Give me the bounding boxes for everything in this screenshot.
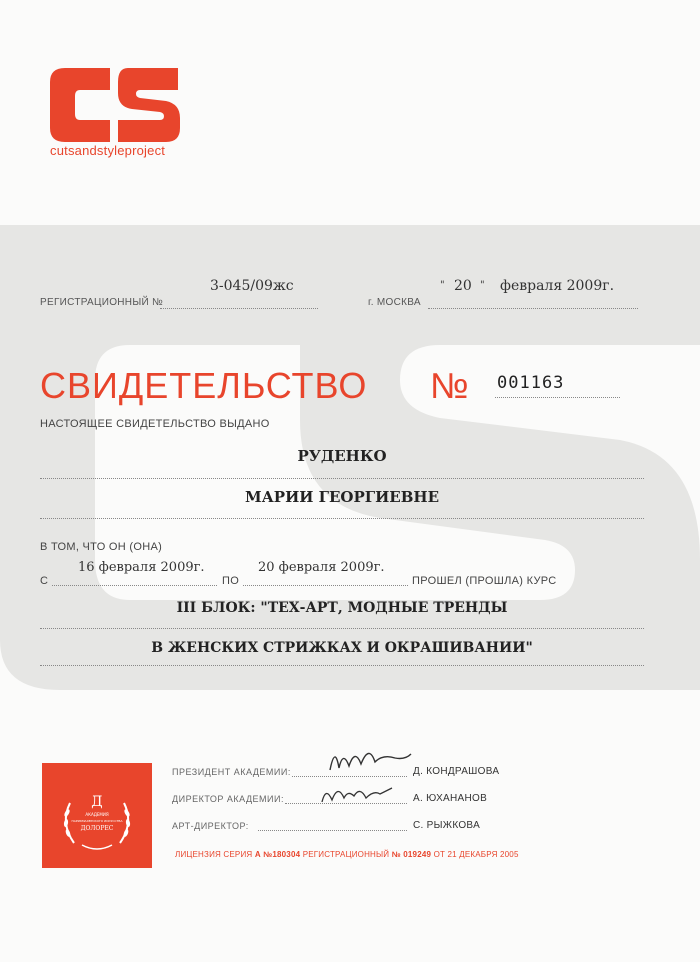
course-dots-1 (40, 628, 644, 629)
recipient-surname: РУДЕНКО (297, 447, 387, 465)
cs-logo (50, 60, 180, 150)
name-dots (40, 518, 644, 519)
that-label: В ТОМ, ЧТО ОН (ОНА) (40, 541, 163, 553)
city-label: г. МОСКВА (368, 297, 421, 308)
issued-label: НАСТОЯЩЕЕ СВИДЕТЕЛЬСТВО ВЫДАНО (40, 418, 270, 430)
to-date: 20 февраля 2009г. (258, 560, 385, 575)
license-line (175, 850, 519, 859)
to-label: ПО (222, 575, 240, 587)
emblem-text-mid: ПАРИКМАХЕРСКОГО ИСКУССТВА (71, 819, 123, 823)
laurel-emblem-icon (42, 763, 152, 868)
emblem-text-top: АКАДЕМИЯ (85, 812, 109, 817)
signature-2-icon (318, 780, 398, 810)
course-line-2: В ЖЕНСКИХ СТРИЖКАХ И ОКРАШИВАНИИ" (151, 640, 533, 656)
signature-role-3: АРТ-ДИРЕКТОР: (172, 821, 249, 831)
certificate-number-sign: № (430, 365, 469, 406)
signature-1-icon (325, 740, 415, 780)
quote-open: " (440, 280, 445, 291)
course-dots-2 (40, 665, 644, 666)
academy-emblem-box (42, 763, 152, 868)
signature-name-1: Д. КОНДРАШОВА (413, 766, 500, 777)
logo-tagline: cutsandstyleproject (50, 143, 166, 158)
certificate-title: СВИДЕТЕЛЬСТВО (40, 365, 368, 406)
quote-close: " (480, 280, 485, 291)
license-reg-number: № 019249 (391, 850, 432, 859)
emblem-text-name: ДОЛОРЕС (80, 825, 114, 832)
registration-label: РЕГИСТРАЦИОННЫЙ № (40, 297, 164, 308)
recipient-name: МАРИИ ГЕОРГИЕВНЕ (244, 488, 440, 506)
license-date: ОТ 21 ДЕКАБРЯ 2005 (433, 850, 519, 859)
emblem-letter: Д (91, 794, 103, 810)
signature-dots-3 (258, 830, 407, 831)
surname-dots (40, 478, 644, 479)
signature-name-2: А. ЮХАНАНОВ (413, 793, 488, 804)
from-dots (52, 585, 217, 586)
license-reg-label: РЕГИСТРАЦИОННЫЙ (302, 850, 390, 859)
license-series: А №180304 (254, 850, 301, 859)
signature-role-1: ПРЕЗИДЕНТ АКАДЕМИИ: (172, 767, 291, 777)
date-dots (428, 308, 638, 309)
number-dots (495, 397, 620, 398)
certificate-number: 001163 (497, 373, 565, 393)
registration-number: 3-045/09жс (210, 278, 294, 294)
to-dots (243, 585, 408, 586)
registration-day: 20 (454, 278, 472, 294)
signature-role-2: ДИРЕКТОР АКАДЕМИИ: (172, 794, 284, 804)
from-label: С (40, 575, 49, 587)
registration-dots (160, 308, 318, 309)
signature-name-3: С. РЫЖКОВА (413, 820, 481, 831)
course-line-1: III БЛОК: "ТЕХ-АРТ, МОДНЫЕ ТРЕНДЫ (176, 600, 508, 616)
registration-month-year: февраля 2009г. (500, 278, 615, 294)
passed-label: ПРОШЕЛ (ПРОШЛА) КУРС (412, 575, 557, 587)
from-date: 16 февраля 2009г. (78, 560, 205, 575)
license-prefix: ЛИЦЕНЗИЯ СЕРИЯ (175, 850, 253, 859)
